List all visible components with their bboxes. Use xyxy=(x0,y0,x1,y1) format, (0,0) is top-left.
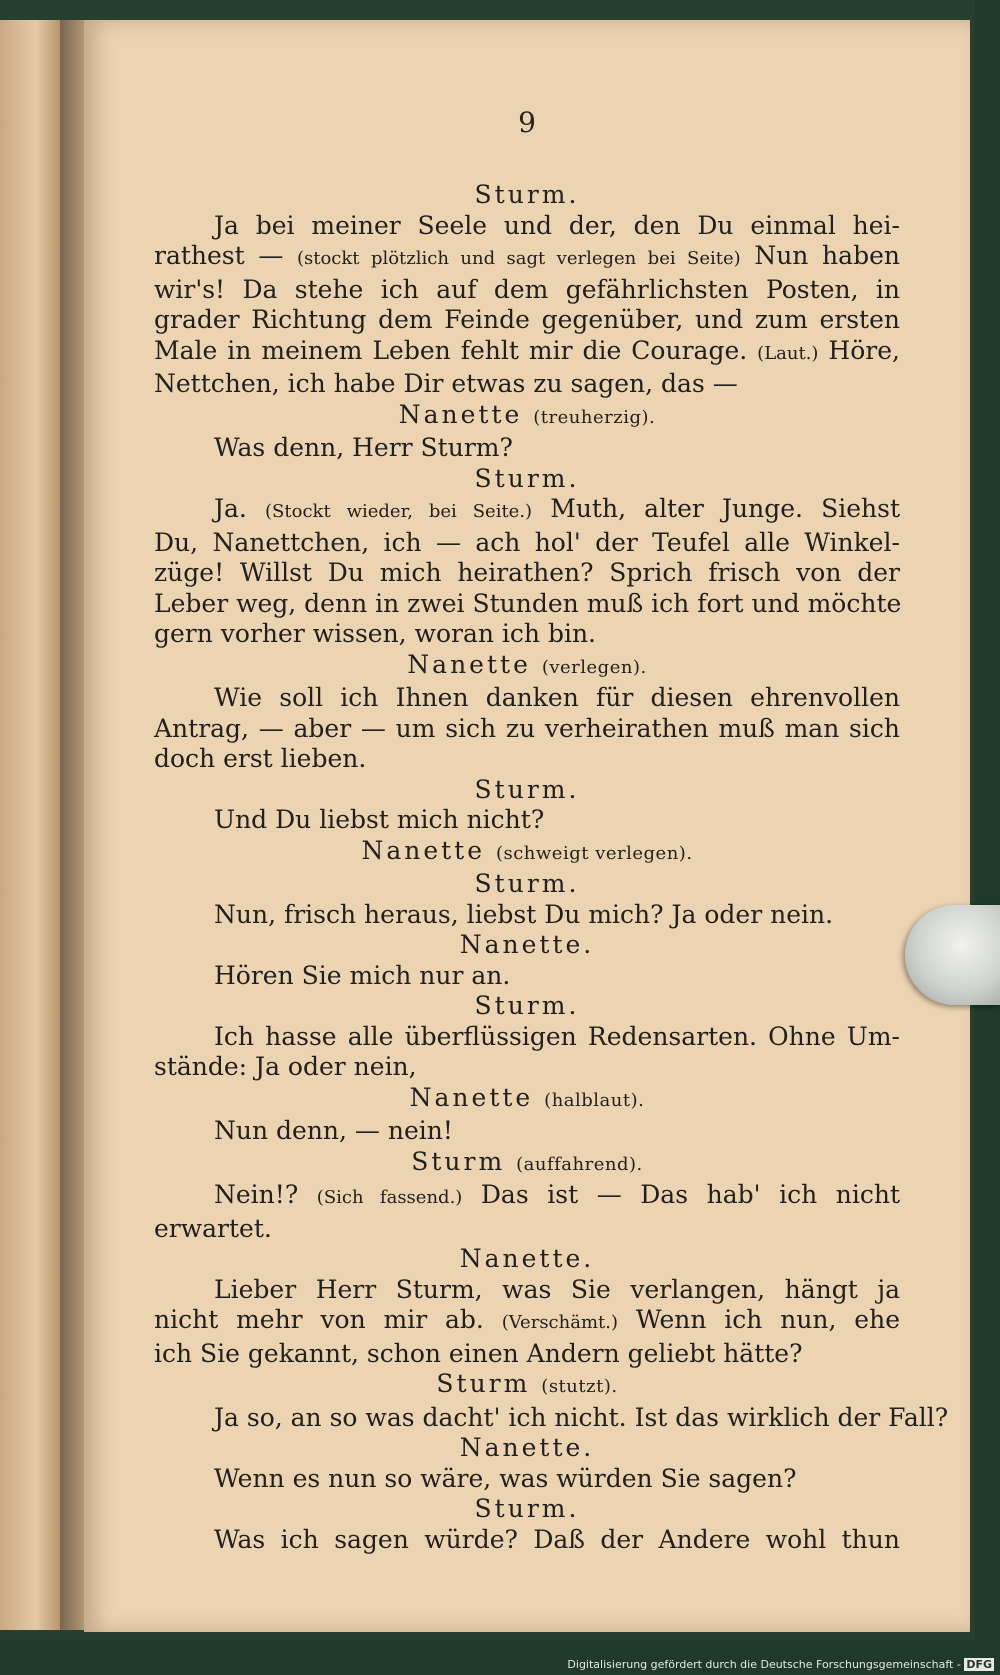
text-line xyxy=(154,1275,900,1306)
text-line xyxy=(154,1180,900,1214)
text-line xyxy=(154,433,900,464)
text-line xyxy=(154,1402,949,1434)
speaker-name: Sturm. xyxy=(474,463,580,493)
text-line xyxy=(154,1305,900,1339)
dialogue-text: grader Richtung dem Feinde gegenüber, und zum ersten xyxy=(154,305,900,334)
dialogue-text: Nun haben xyxy=(740,241,900,270)
dialogue-text: Hören Sie mich nur an. xyxy=(214,960,511,990)
dialogue-text: Wenn ich nun, ehe xyxy=(618,1305,900,1334)
text-line xyxy=(154,961,900,992)
text-line xyxy=(154,211,900,242)
speaker-heading xyxy=(154,400,900,434)
dialogue-text: Male in meinem Leben fehlt mir die Courage. xyxy=(154,335,758,365)
dialogue-text: stände: Ja oder nein, xyxy=(154,1052,417,1081)
dialogue-text: züge! Willst Du mich heirathen? Sprich frisch von der xyxy=(154,558,900,587)
speaker-heading xyxy=(154,180,900,211)
speaker-name: Nanette xyxy=(409,1082,534,1112)
dialogue-text: Ich hasse alle überflüssigen Redensarten. Ohne Um- xyxy=(214,1021,900,1051)
dialogue-text: Antrag, — aber — um sich zu verheirathen muß man sich xyxy=(154,713,900,743)
text-line xyxy=(154,558,900,589)
dialogue-text: Leber weg, denn in zwei Stunden muß ich fort und möchte xyxy=(154,588,902,618)
stage-direction: (treuherzig). xyxy=(533,406,656,428)
stage-direction: (stutzt). xyxy=(541,1376,618,1397)
facing-page-edge xyxy=(0,20,60,1630)
dialogue-text: Ja so, an so was dacht' ich nicht. Ist das wirklich der Fall? xyxy=(214,1402,949,1432)
speaker-name: Nanette xyxy=(398,399,523,429)
page-tab-marker xyxy=(905,905,1000,1005)
text-line xyxy=(154,1214,900,1245)
dialogue-text: Nein!? xyxy=(214,1180,317,1209)
text-line xyxy=(154,900,900,931)
text-line xyxy=(154,1464,900,1495)
speaker-heading xyxy=(154,1083,900,1117)
text-line xyxy=(154,1339,900,1370)
play-text xyxy=(154,180,949,1555)
dialogue-text: wir's! Da stehe ich auf dem gefährlichsten Posten, in xyxy=(154,274,900,304)
speaker-name: Sturm. xyxy=(474,869,580,898)
stage-direction: (halblaut). xyxy=(544,1089,645,1111)
dialogue-text: Das ist — Das hab' ich nicht xyxy=(462,1180,900,1209)
digitization-credit xyxy=(567,1658,994,1671)
dialogue-text: Wenn es nun so wäre, was würden Sie sagen? xyxy=(214,1463,797,1493)
text-line xyxy=(154,241,900,275)
text-line xyxy=(154,1052,900,1083)
speaker-heading xyxy=(154,775,900,806)
speaker-name: Sturm xyxy=(436,1369,531,1398)
speaker-name: Sturm. xyxy=(474,180,580,209)
stage-direction: (verlegen). xyxy=(541,656,647,678)
speaker-name: Nanette xyxy=(361,835,486,865)
speaker-name: Sturm. xyxy=(474,774,580,804)
dialogue-text: Und Du liebst mich nicht? xyxy=(214,805,545,834)
stage-direction: (stockt plötzlich und sagt verlegen bei Seite) xyxy=(296,248,741,269)
stage-direction: (Sich fassend.) xyxy=(316,1187,463,1208)
dialogue-text: gern vorher wissen, woran ich bin. xyxy=(154,619,597,648)
text-line xyxy=(154,494,900,528)
text-line xyxy=(154,369,900,400)
text-line xyxy=(154,1116,900,1147)
text-line xyxy=(154,1022,900,1053)
dialogue-text: Nettchen, ich habe Dir etwas zu sagen, das — xyxy=(154,369,738,398)
speaker-name: Sturm. xyxy=(474,1494,580,1523)
text-line xyxy=(154,619,900,650)
dialogue-text: Du, Nanettchen, ich — ach hol' der Teufel alle Winkel- xyxy=(154,527,900,557)
text-line xyxy=(154,528,900,559)
speaker-heading xyxy=(154,1494,900,1525)
dialogue-text: Ja bei meiner Seele und der, den Du einmal hei- xyxy=(214,210,900,240)
speaker-heading xyxy=(154,1433,900,1464)
text-line xyxy=(154,275,900,306)
speaker-name: Nanette. xyxy=(459,1433,595,1462)
speaker-heading xyxy=(154,1147,900,1181)
dialogue-text: rathest — xyxy=(154,241,297,270)
stage-direction: (Laut.) xyxy=(757,342,819,364)
speaker-heading xyxy=(154,869,900,900)
speaker-heading xyxy=(154,991,900,1022)
speaker-name: Sturm xyxy=(411,1146,506,1176)
text-line xyxy=(154,805,900,836)
text-line xyxy=(154,714,900,745)
speaker-heading xyxy=(154,930,900,961)
speaker-heading xyxy=(154,1369,900,1403)
text-line xyxy=(154,683,900,714)
speaker-heading xyxy=(154,650,900,684)
dialogue-text: Nun denn, — nein! xyxy=(214,1116,453,1145)
stage-direction: (schweigt verlegen). xyxy=(495,842,693,864)
dialogue-text: doch erst lieben. xyxy=(154,744,367,773)
credit-text: Digitalisierung gefördert durch die Deutsche Forschungsgemeinschaft - xyxy=(567,1658,961,1671)
dialogue-text: Nun, frisch heraus, liebst Du mich? Ja oder nein. xyxy=(214,899,834,929)
dialogue-text: Höre, xyxy=(818,335,900,365)
dialogue-text: Muth, alter Junge. Siehst xyxy=(532,494,901,523)
dialogue-text: Ja. xyxy=(214,494,266,523)
speaker-name: Nanette. xyxy=(459,930,595,959)
speaker-heading xyxy=(154,836,900,870)
speaker-name: Sturm. xyxy=(474,991,580,1020)
text-line xyxy=(154,336,900,370)
page-number: 9 xyxy=(518,106,536,139)
book-page xyxy=(84,20,970,1632)
book-gutter xyxy=(60,20,86,1630)
dialogue-text: Was denn, Herr Sturm? xyxy=(214,433,513,462)
dialogue-text: erwartet. xyxy=(154,1213,272,1243)
stage-direction: (auffahrend). xyxy=(516,1153,643,1175)
dialogue-text: Lieber Herr Sturm, was Sie verlangen, hängt ja xyxy=(214,1274,900,1304)
stage-direction: (Verschämt.) xyxy=(501,1312,619,1333)
speaker-heading xyxy=(154,1244,900,1275)
dialogue-text: Was ich sagen würde? Daß der Andere wohl thun xyxy=(214,1524,900,1554)
dialogue-text: nicht mehr von mir ab. xyxy=(154,1305,502,1334)
text-line xyxy=(154,305,900,336)
stage-direction: (Stockt wieder, bei Seite.) xyxy=(265,501,533,522)
speaker-heading xyxy=(154,464,900,495)
text-line xyxy=(154,744,900,775)
dfg-logo: DFG xyxy=(966,1658,992,1671)
text-line xyxy=(154,1525,900,1556)
speaker-name: Nanette. xyxy=(459,1244,595,1273)
speaker-name: Nanette xyxy=(407,649,531,679)
text-line xyxy=(154,589,900,620)
dialogue-text: ich Sie gekannt, schon einen Andern geliebt hätte? xyxy=(154,1338,803,1368)
dialogue-text: Wie soll ich Ihnen danken für diesen ehrenvollen xyxy=(214,683,900,712)
